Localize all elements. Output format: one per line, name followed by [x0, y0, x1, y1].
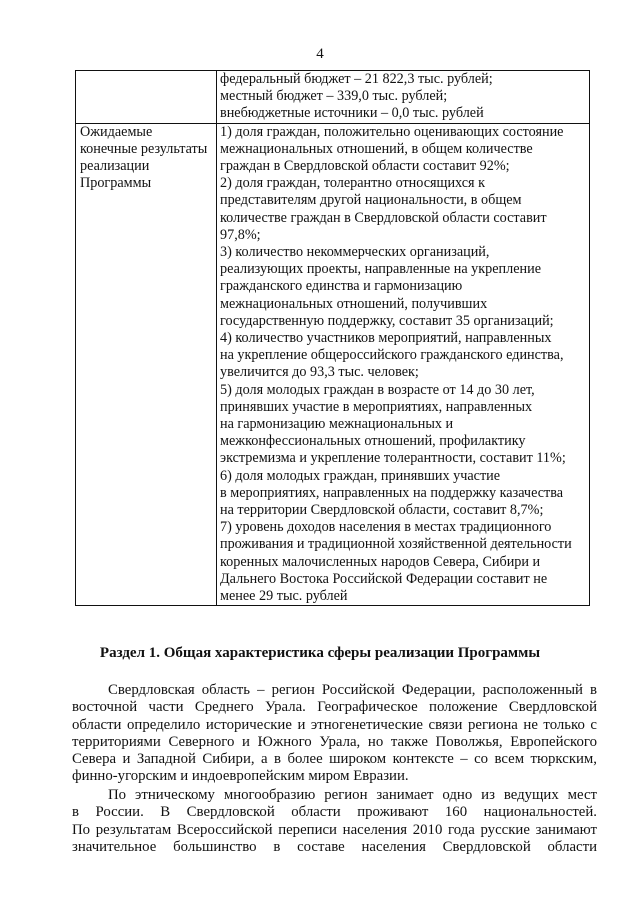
result-line: менее 29 тыс. рублей [220, 588, 348, 605]
result-line: 2) доля граждан, толерантно относящихся к [220, 175, 486, 192]
paragraph-ethnic-diversity [72, 787, 597, 856]
result-line: 5) доля молодых граждан в возрасте от 14 до 30 лет, [220, 381, 535, 398]
paragraph-line: По этническому многообразию регион занимает одно из ведущих мест [108, 787, 597, 803]
section-title: Раздел 1. Общая характеристика сферы реализации Программы [99, 645, 541, 661]
result-line: принявших участие в мероприятиях, направленных [220, 398, 533, 415]
result-line: граждан в Свердловской области составит 92%; [220, 158, 510, 175]
result-line: на гармонизацию межнациональных и [220, 416, 454, 433]
label-line: конечные результаты [80, 140, 208, 157]
result-line: государственную поддержку, составит 35 организаций; [220, 312, 554, 329]
table-row [76, 123, 590, 606]
result-line: гражданского единства и гармонизацию [220, 278, 463, 295]
result-line: экстремизма и укрепление толерантности, составит 11%; [220, 450, 566, 467]
paragraph-line: в России. В Свердловской области проживают 160 национальностей. [72, 804, 597, 821]
result-line: в мероприятиях, направленных на поддержку казачества [220, 484, 564, 501]
result-line: на укрепление общероссийского гражданского единства, [220, 347, 564, 364]
result-line: 4) количество участников мероприятий, направленных [220, 330, 552, 347]
funding-sources-cell [217, 71, 590, 124]
result-line: увеличится до 93,3 тыс. человек; [220, 364, 419, 381]
funding-line: внебюджетные источники – 0,0 тыс. рублей [220, 105, 484, 122]
paragraph-line: территориями Северного и Южного Урала, но также Поволжья, Европейского [72, 733, 597, 750]
label-line: Программы [80, 175, 152, 192]
paragraph-line: восточной части Среднего Урала. Географическое положение Свердловской [72, 699, 597, 716]
paragraph-line: финно-угорским и индоевропейским миром Евразии. [72, 768, 409, 785]
expected-results-label-cell [76, 123, 217, 606]
result-line: межконфессиональных отношений, профилактику [220, 433, 526, 450]
expected-results-cell [217, 123, 590, 606]
result-line: на территории Свердловской области, составит 8,7%; [220, 502, 544, 519]
result-line: коренных малочисленных народов Севера, Сибири и [220, 553, 541, 570]
program-passport-table [75, 70, 590, 606]
funding-line: федеральный бюджет – 21 822,3 тыс. рублей; [220, 71, 493, 87]
paragraph-line: По результатам Всероссийской переписи населения 2010 года русские занимают [72, 821, 597, 838]
result-line: 3) количество некоммерческих организаций, [220, 244, 490, 261]
result-line: 97,8%; [220, 226, 261, 243]
result-line: межнациональных отношений, в общем количестве [220, 140, 533, 157]
paragraph-region-overview [72, 682, 597, 786]
table-row [76, 71, 590, 124]
result-line: проживания и традиционной хозяйственной деятельности [220, 536, 572, 553]
page-number: 4 [316, 46, 324, 62]
paragraph-line: значительное большинство в составе населения Свердловской области [72, 838, 597, 855]
paragraph-line: Севера и Западной Сибири, а в более широком контексте – со всем тюркским, [72, 751, 597, 768]
label-line: Ожидаемые [80, 123, 153, 140]
paragraph-line: области определило исторические и этногенетические связи региона не только с [72, 716, 597, 733]
label-line: реализации [80, 158, 150, 175]
result-line: 6) доля молодых граждан, принявших участие [220, 467, 501, 484]
result-line: реализующих проекты, направленные на укрепление [220, 261, 541, 278]
result-line: Дальнего Востока Российской Федерации составит не [220, 570, 548, 587]
result-line: количестве граждан в Свердловской области составит [220, 209, 547, 226]
result-line: межнациональных отношений, получивших [220, 295, 488, 312]
table-cell-empty [76, 71, 217, 124]
funding-line: местный бюджет – 339,0 тыс. рублей; [220, 88, 448, 105]
result-line: 1) доля граждан, положительно оценивающих состояние [220, 123, 564, 140]
result-line: представителям другой национальности, в общем [220, 192, 522, 209]
paragraph-line: Свердловская область – регион Российской Федерации, расположенный в [108, 682, 597, 698]
result-line: 7) уровень доходов населения в местах традиционного [220, 519, 552, 536]
